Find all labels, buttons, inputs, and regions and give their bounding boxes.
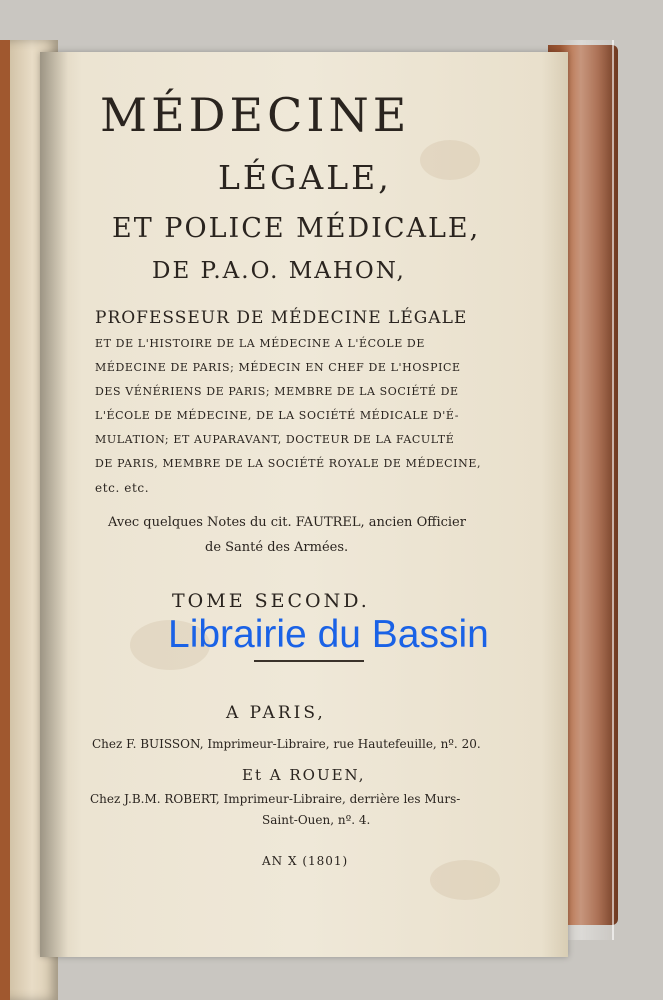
author-role-line: etc. etc. xyxy=(95,481,150,495)
publication-date: AN X (1801) xyxy=(262,854,349,868)
author-profession: PROFESSEUR DE MÉDECINE LÉGALE xyxy=(95,308,468,328)
notes-line: Avec quelques Notes du cit. FAUTREL, ancien Officier xyxy=(108,515,466,530)
author-role-line: DES VÉNÉRIENS DE PARIS; MEMBRE DE LA SOCIÉTÉ DE xyxy=(95,385,459,398)
notes-line: de Santé des Armées. xyxy=(205,540,349,555)
watermark-text: Librairie du Bassin xyxy=(168,613,489,656)
divider-rule xyxy=(254,660,364,662)
author-role-line: DE PARIS, MEMBRE DE LA SOCIÉTÉ ROYALE DE MÉDECINE, xyxy=(95,457,482,470)
title-main: MÉDECINE xyxy=(100,88,411,142)
author-role-line: MÉDECINE DE PARIS; MÉDECIN EN CHEF DE L'HOSPICE xyxy=(95,361,461,374)
author-role-line: ET DE L'HISTOIRE DE LA MÉDECINE A L'ÉCOLE DE xyxy=(95,337,425,350)
volume-label: TOME SECOND. xyxy=(172,590,370,612)
imprint-line: Saint-Ouen, nº. 4. xyxy=(262,813,371,827)
page-gutter-shadow xyxy=(40,52,68,957)
imprint-line: Chez F. BUISSON, Imprimeur-Libraire, rue Hautefeuille, nº. 20. xyxy=(92,737,481,751)
foxing-spot xyxy=(420,140,480,180)
foxing-spot xyxy=(430,860,500,900)
title-legale: LÉGALE, xyxy=(218,158,392,197)
imprint-line: Chez J.B.M. ROBERT, Imprimeur-Libraire, derrière les Murs- xyxy=(90,792,461,806)
author-role-line: L'ÉCOLE DE MÉDECINE, DE LA SOCIÉTÉ MÉDICALE D'É- xyxy=(95,409,460,422)
title-police: ET POLICE MÉDICALE, xyxy=(112,213,481,244)
imprint-city: A PARIS, xyxy=(226,703,326,723)
left-cover-edge xyxy=(0,40,10,1000)
author-role-line: MULATION; ET AUPARAVANT, DOCTEUR DE LA FACULTÉ xyxy=(95,433,455,446)
imprint-city: Et A ROUEN, xyxy=(242,766,366,784)
author-name: DE P.A.O. MAHON, xyxy=(152,258,406,284)
protective-sleeve xyxy=(560,40,614,940)
